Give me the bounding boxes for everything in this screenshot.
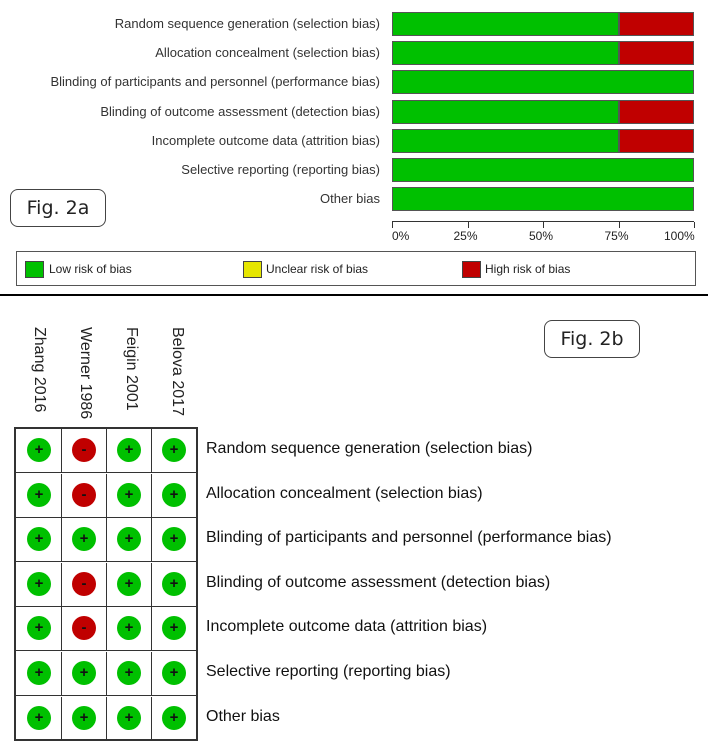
risk-cell — [16, 697, 62, 741]
bar-segment-high — [619, 41, 695, 65]
risk-cell — [106, 607, 152, 651]
low-risk-icon: + — [27, 706, 51, 730]
high-risk-icon: - — [72, 438, 96, 462]
risk-cell — [61, 563, 107, 607]
low-risk-icon: + — [162, 572, 186, 596]
low-risk-icon: + — [162, 616, 186, 640]
study-name: Werner 1986 — [77, 327, 94, 420]
x-tick-mark — [694, 222, 695, 228]
bar-segment-low — [392, 70, 694, 94]
risk-grid — [14, 427, 198, 741]
summary-bar — [392, 187, 694, 211]
bar-segment-high — [619, 12, 695, 36]
bar-segment-high — [619, 129, 695, 153]
risk-cell — [16, 429, 62, 473]
low-risk-icon: + — [162, 706, 186, 730]
panel-divider — [0, 294, 708, 296]
summary-row-label: Selective reporting (reporting bias) — [181, 162, 380, 177]
risk-cell — [106, 518, 152, 562]
fig-2b-label: Fig. 2b — [544, 320, 640, 358]
risk-cell — [106, 563, 152, 607]
risk-cell — [106, 652, 152, 696]
risk-cell — [61, 429, 107, 473]
low-risk-icon: + — [72, 661, 96, 685]
low-risk-icon: + — [162, 483, 186, 507]
study-header — [121, 318, 141, 418]
bar-segment-low — [392, 187, 694, 211]
summary-bar — [392, 70, 694, 94]
low-risk-icon: + — [27, 572, 51, 596]
legend-label-high: High risk of bias — [485, 262, 571, 276]
risk-cell — [151, 518, 197, 562]
high-risk-icon: - — [72, 616, 96, 640]
x-tick-mark — [392, 222, 393, 228]
high-risk-icon: - — [72, 572, 96, 596]
summary-row-label: Blinding of outcome assessment (detection bias) — [100, 103, 380, 119]
legend-swatch-high — [462, 261, 481, 278]
summary-bar — [392, 100, 694, 124]
legend-swatch-unclear — [243, 261, 262, 278]
low-risk-icon: + — [72, 706, 96, 730]
summary-row-label: Incomplete outcome data (attrition bias) — [151, 132, 380, 148]
risk-cell — [16, 474, 62, 518]
summary-row-label: Blinding of participants and personnel (performance bias) — [50, 74, 380, 90]
domain-label: Blinding of participants and personnel (performance bias) — [206, 529, 612, 547]
domain-label: Selective reporting (reporting bias) — [206, 663, 451, 680]
low-risk-icon: + — [117, 661, 141, 685]
low-risk-icon: + — [117, 438, 141, 462]
x-tick-label: 0% — [392, 229, 410, 243]
study-name: Feigin 2001 — [123, 327, 140, 411]
bar-segment-low — [392, 41, 619, 65]
study-header — [29, 318, 49, 418]
x-tick-label: 100% — [664, 229, 695, 243]
low-risk-icon: + — [162, 661, 186, 685]
x-tick-label: 75% — [604, 229, 629, 243]
low-risk-icon: + — [72, 527, 96, 551]
risk-cell — [151, 429, 197, 473]
legend — [16, 251, 696, 286]
risk-cell — [61, 607, 107, 651]
low-risk-icon: + — [27, 527, 51, 551]
bar-segment-low — [392, 158, 694, 182]
low-risk-icon: + — [162, 527, 186, 551]
low-risk-icon: + — [27, 438, 51, 462]
high-risk-icon: - — [72, 483, 96, 507]
bar-segment-high — [619, 100, 695, 124]
risk-cell — [151, 652, 197, 696]
risk-cell — [61, 652, 107, 696]
low-risk-icon: + — [117, 527, 141, 551]
bar-segment-low — [392, 100, 619, 124]
summary-row-label: Allocation concealment (selection bias) — [155, 45, 380, 61]
domain-label: Incomplete outcome data (attrition bias) — [206, 618, 488, 636]
risk-cell — [61, 518, 107, 562]
risk-cell — [16, 518, 62, 562]
legend-label-unclear: Unclear risk of bias — [266, 262, 369, 276]
low-risk-icon: + — [162, 438, 186, 462]
risk-cell — [16, 607, 62, 651]
risk-cell — [61, 474, 107, 518]
risk-cell — [16, 652, 62, 696]
summary-row-label: Other bias — [320, 191, 380, 207]
risk-cell — [61, 697, 107, 741]
summary-bar — [392, 129, 694, 153]
x-tick-mark — [468, 222, 469, 228]
summary-bar — [392, 41, 694, 65]
domain-label: Allocation concealment (selection bias) — [206, 484, 483, 502]
summary-row-label: Random sequence generation (selection bias) — [114, 16, 380, 31]
low-risk-icon: + — [117, 483, 141, 507]
bar-segment-low — [392, 12, 619, 36]
risk-cell — [151, 563, 197, 607]
low-risk-icon: + — [117, 616, 141, 640]
study-name: Belova 2017 — [169, 327, 186, 416]
low-risk-icon: + — [27, 483, 51, 507]
legend-swatch-low — [25, 261, 44, 278]
low-risk-icon: + — [117, 572, 141, 596]
risk-cell — [151, 474, 197, 518]
x-tick-mark — [543, 222, 544, 228]
risk-cell — [106, 474, 152, 518]
risk-cell — [16, 563, 62, 607]
risk-cell — [151, 607, 197, 651]
bar-segment-low — [392, 129, 619, 153]
summary-bar — [392, 12, 694, 36]
domain-label: Blinding of outcome assessment (detection bias) — [206, 573, 551, 591]
legend-label-low: Low risk of bias — [49, 262, 132, 276]
fig-2a-label: Fig. 2a — [10, 189, 106, 227]
x-tick-label: 25% — [453, 229, 478, 243]
risk-cell — [106, 697, 152, 741]
study-name: Zhang 2016 — [31, 327, 48, 413]
low-risk-icon: + — [27, 616, 51, 640]
domain-label: Other bias — [206, 707, 280, 725]
low-risk-icon: + — [117, 706, 141, 730]
risk-cell — [106, 429, 152, 473]
study-header — [167, 318, 187, 418]
summary-bar — [392, 158, 694, 182]
x-tick-label: 50% — [529, 229, 554, 243]
study-header — [75, 318, 95, 418]
risk-cell — [151, 697, 197, 741]
domain-label: Random sequence generation (selection bias) — [206, 440, 533, 457]
x-tick-mark — [619, 222, 620, 228]
low-risk-icon: + — [27, 661, 51, 685]
